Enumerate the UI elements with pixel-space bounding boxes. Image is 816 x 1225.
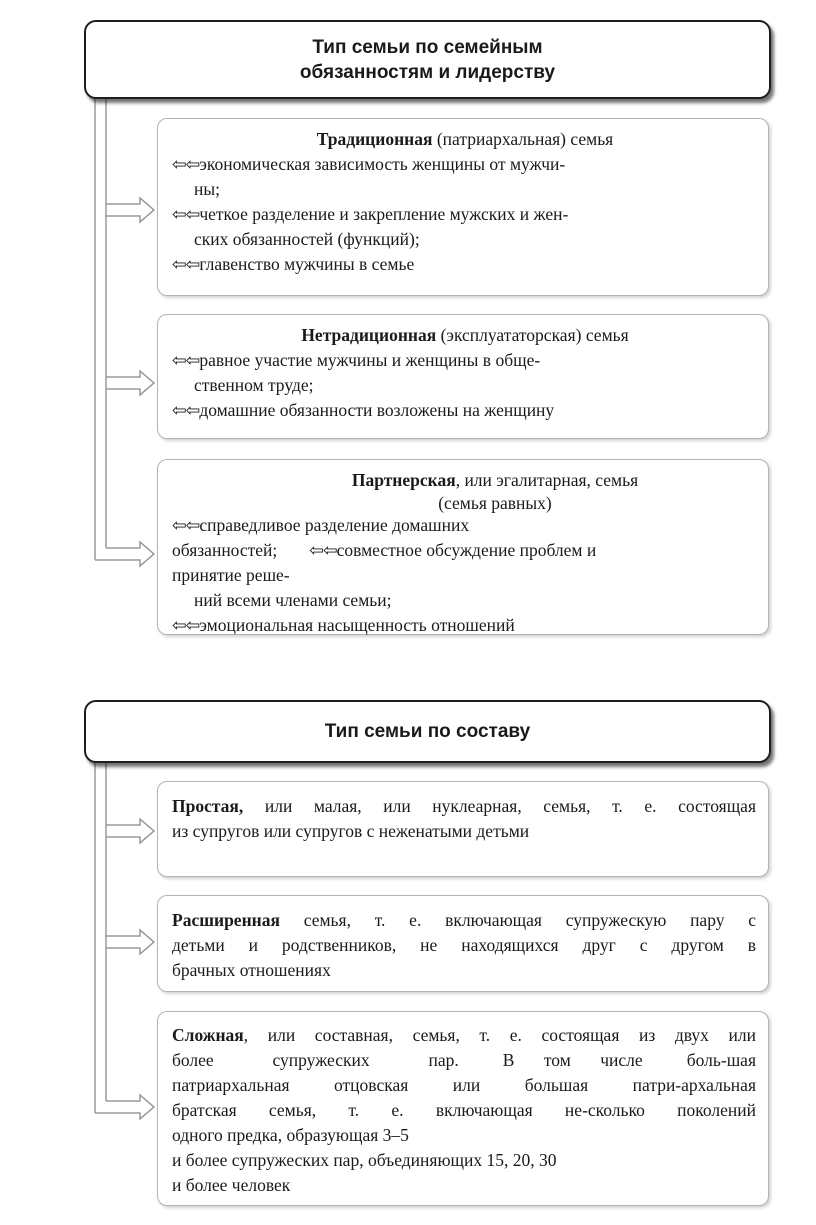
- box-text-line: Расширенная семья, т. е. включающая супружескую пару с: [172, 910, 756, 930]
- box-partnership-family: [157, 459, 769, 635]
- box-title: [172, 468, 758, 493]
- list-item: ⇦⇦равное участие мужчины и женщины в обще-: [172, 350, 541, 370]
- double-arrow-left-icon: ⇦⇦: [172, 615, 200, 635]
- list-item: ⇦⇦домашние обязанности возложены на женщину: [172, 400, 555, 420]
- double-arrow-left-icon: ⇦⇦: [172, 204, 200, 224]
- list-item-continuation: принятие реше-: [172, 565, 290, 585]
- header-line-1: Тип семьи по семейным: [312, 36, 543, 58]
- double-arrow-left-icon: ⇦⇦: [172, 350, 200, 370]
- box-text-line: и более человек: [172, 1175, 291, 1195]
- double-arrow-left-icon: ⇦⇦: [172, 515, 200, 535]
- box-extended-family: [157, 895, 769, 992]
- list-item: ⇦⇦четкое разделение и закрепление мужских и жен-: [172, 204, 569, 224]
- box-text-line: Сложная, или составная, семья, т. е. состоящая из двух или: [172, 1025, 756, 1045]
- title-bold: Традиционная: [316, 129, 433, 149]
- header-line-2: обязанностям и лидерству: [299, 61, 556, 83]
- list-item-continuation: ны;: [194, 179, 220, 199]
- box-text-line: патриархальная отцовская или большая патри-архальная: [172, 1075, 756, 1095]
- box-simple-family: [157, 781, 769, 877]
- box-complex-family: [157, 1011, 769, 1206]
- box-nontraditional-family: [157, 314, 769, 439]
- header-family-type-by-composition: [84, 700, 771, 763]
- title-rest: (патриархальная) семья: [432, 129, 614, 149]
- title-rest: (эксплуататорская) семья: [436, 325, 629, 345]
- title-bold: Нетрадиционная: [301, 325, 437, 345]
- double-arrow-left-icon: ⇦⇦: [172, 154, 200, 174]
- header-line-1: Тип семьи по составу: [324, 721, 531, 742]
- box-traditional-family: [157, 118, 769, 296]
- list-item: ⇦⇦экономическая зависимость женщины от мужчи-: [172, 154, 566, 174]
- box-title: [172, 127, 758, 152]
- double-arrow-left-icon: ⇦⇦: [172, 254, 200, 274]
- term-bold: Сложная: [172, 1025, 244, 1045]
- title-rest: , или эгалитарная, семья: [455, 470, 639, 490]
- double-arrow-left-icon: ⇦⇦: [309, 540, 337, 560]
- box-text-line: Простая, или малая, или нуклеарная, семья, т. е. состоящая: [172, 796, 756, 816]
- box-text-line: одного предка, образующая 3–5: [172, 1125, 409, 1145]
- list-item: ⇦⇦справедливое разделение домашних: [172, 515, 470, 535]
- list-item-continuation: ний всеми членами семьи;: [194, 590, 392, 610]
- header-family-type-by-duties: [84, 20, 771, 99]
- term-bold: Простая,: [172, 796, 244, 816]
- box-text-line: более супружеских пар. В том числе боль-шая: [172, 1050, 756, 1070]
- list-item: ⇦⇦эмоциональная насыщенность отношений: [172, 615, 515, 635]
- box-subtitle: (семья равных): [438, 493, 552, 513]
- box-text-line: детьми и родственников, не находящихся друг с другом в: [172, 935, 756, 955]
- list-item: обязанностей; ⇦⇦совместное обсуждение проблем и: [172, 540, 597, 560]
- box-text-line: и более супружеских пар, объединяющих 15, 20, 30: [172, 1150, 557, 1170]
- double-arrow-left-icon: ⇦⇦: [172, 400, 200, 420]
- list-item: ⇦⇦главенство мужчины в семье: [172, 254, 415, 274]
- title-bold: Партнерская: [351, 470, 456, 490]
- box-text-line: брачных отношениях: [172, 960, 331, 980]
- box-text-line: из супругов или супругов с неженатыми детьми: [172, 821, 530, 841]
- box-title: [172, 323, 758, 348]
- list-item-continuation: ских обязанностей (функций);: [194, 229, 420, 249]
- list-item-continuation: ственном труде;: [194, 375, 314, 395]
- term-bold: Расширенная: [172, 910, 280, 930]
- box-text-line: братская семья, т. е. включающая не-сколько поколений: [172, 1100, 756, 1120]
